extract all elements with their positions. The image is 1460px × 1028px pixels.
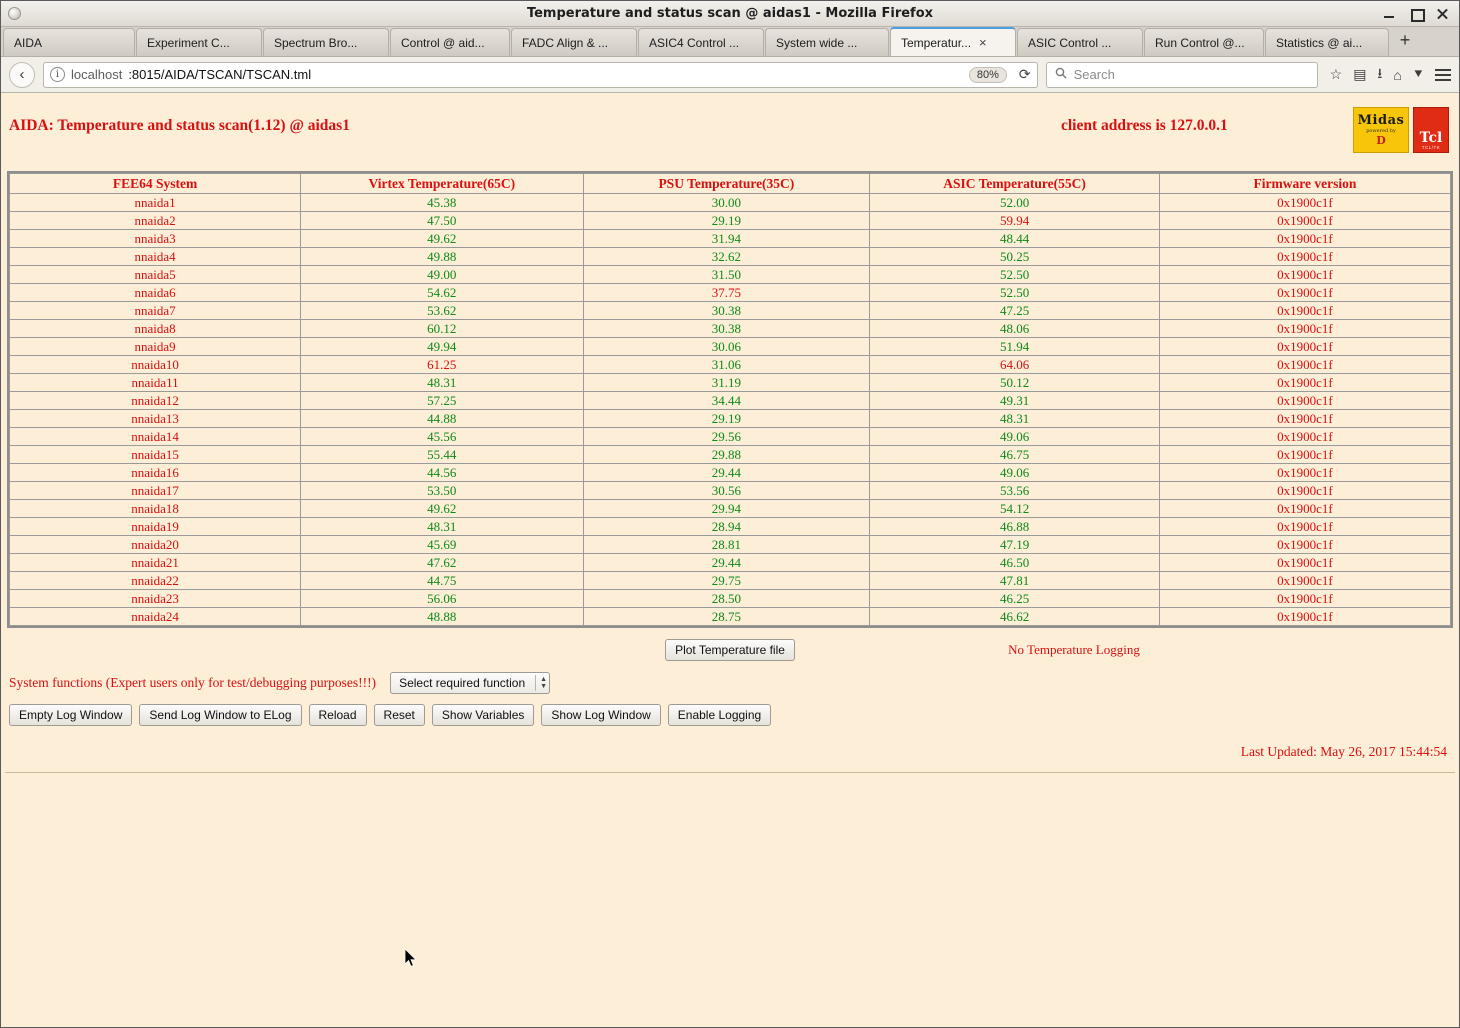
table-cell: 0x1900c1f <box>1159 464 1450 482</box>
table-cell: 48.44 <box>870 230 1160 248</box>
table-row <box>10 590 1451 608</box>
show-log-window-button[interactable]: Show Log Window <box>541 704 660 726</box>
page-header <box>1 93 1459 165</box>
tcl-logo-text: Tcl <box>1419 130 1443 146</box>
send-log-window-to-elog-button[interactable]: Send Log Window to ELog <box>139 704 301 726</box>
table-cell: 0x1900c1f <box>1159 536 1450 554</box>
system-functions-label: System functions (Expert users only for test/debugging purposes!!!) <box>9 675 377 690</box>
table-row <box>10 554 1451 572</box>
col-asic-temperature: ASIC Temperature(55C) <box>870 174 1160 194</box>
logging-status: No Temperature Logging <box>1008 642 1140 657</box>
table-cell: 0x1900c1f <box>1159 446 1450 464</box>
address-bar[interactable] <box>43 62 1038 88</box>
reload-icon[interactable]: ⟳ <box>1018 66 1031 82</box>
table-cell: 0x1900c1f <box>1159 338 1450 356</box>
tab-close-icon[interactable]: × <box>979 35 987 50</box>
tab-control[interactable] <box>390 28 510 56</box>
col-fee64-system: FEE64 System <box>10 174 301 194</box>
tab-label: System wide ... <box>776 35 858 50</box>
table-cell: nnaida13 <box>10 410 301 428</box>
system-functions-row <box>1 668 1459 694</box>
table-row <box>10 500 1451 518</box>
client-address: client address is 127.0.0.1 <box>1061 117 1228 134</box>
table-cell: 0x1900c1f <box>1159 590 1450 608</box>
table-cell: nnaida5 <box>10 266 301 284</box>
tab-statistics[interactable] <box>1265 28 1389 56</box>
pocket-icon[interactable]: ⯆ <box>1412 66 1424 82</box>
table-cell: 29.44 <box>583 554 870 572</box>
table-cell: 64.06 <box>870 356 1160 374</box>
tab-label: Spectrum Bro... <box>274 35 358 50</box>
table-cell: 48.31 <box>870 410 1160 428</box>
table-cell: 47.25 <box>870 302 1160 320</box>
mouse-cursor <box>405 949 417 967</box>
table-cell: 30.06 <box>583 338 870 356</box>
table-cell: nnaida18 <box>10 500 301 518</box>
table-cell: 49.94 <box>301 338 583 356</box>
function-select[interactable] <box>390 672 550 694</box>
last-updated: Last Updated: May 26, 2017 15:44:54 <box>1240 744 1447 759</box>
table-cell: 0x1900c1f <box>1159 266 1450 284</box>
table-cell: 49.62 <box>301 230 583 248</box>
window-controls <box>1383 7 1459 21</box>
table-cell: 55.44 <box>301 446 583 464</box>
tab-temperature-scan[interactable] <box>890 27 1016 56</box>
table-cell: 0x1900c1f <box>1159 230 1450 248</box>
col-virtex-temperature: Virtex Temperature(65C) <box>301 174 583 194</box>
minimize-button[interactable] <box>1383 7 1397 21</box>
table-row <box>10 536 1451 554</box>
table-cell: 44.75 <box>301 572 583 590</box>
search-icon <box>1055 67 1067 82</box>
tab-label: AIDA <box>14 35 43 50</box>
table-cell: nnaida20 <box>10 536 301 554</box>
plot-row <box>1 636 1459 668</box>
table-cell: 31.19 <box>583 374 870 392</box>
table-cell: 0x1900c1f <box>1159 248 1450 266</box>
table-cell: 57.25 <box>301 392 583 410</box>
table-cell: 29.56 <box>583 428 870 446</box>
table-cell: 29.75 <box>583 572 870 590</box>
table-header-row <box>10 174 1451 194</box>
table-cell: nnaida1 <box>10 194 301 212</box>
table-cell: 49.88 <box>301 248 583 266</box>
table-row <box>10 320 1451 338</box>
table-cell: nnaida21 <box>10 554 301 572</box>
table-cell: 37.75 <box>583 284 870 302</box>
enable-logging-button[interactable]: Enable Logging <box>668 704 771 726</box>
action-button-row <box>1 694 1459 726</box>
table-cell: nnaida2 <box>10 212 301 230</box>
tab-asic-control[interactable] <box>1017 28 1143 56</box>
table-cell: 59.94 <box>870 212 1160 230</box>
table-row <box>10 266 1451 284</box>
table-cell: 0x1900c1f <box>1159 608 1450 626</box>
table-cell: 0x1900c1f <box>1159 482 1450 500</box>
table-cell: 61.25 <box>301 356 583 374</box>
tab-asic4-control[interactable] <box>638 28 764 56</box>
table-cell: 53.50 <box>301 482 583 500</box>
tab-fadc-align[interactable] <box>511 28 637 56</box>
page-identity-icon[interactable]: i <box>50 67 65 82</box>
table-cell: 0x1900c1f <box>1159 302 1450 320</box>
page-content <box>1 93 1459 1027</box>
search-placeholder: Search <box>1073 67 1115 82</box>
horizontal-divider <box>5 772 1455 773</box>
table-cell: 46.88 <box>870 518 1160 536</box>
table-cell: nnaida16 <box>10 464 301 482</box>
search-bar[interactable] <box>1046 62 1318 88</box>
table-cell: nnaida10 <box>10 356 301 374</box>
table-cell: 28.94 <box>583 518 870 536</box>
table-cell: 0x1900c1f <box>1159 554 1450 572</box>
table-cell: 28.81 <box>583 536 870 554</box>
home-icon[interactable]: ⌂ <box>1393 66 1402 83</box>
maximize-button[interactable] <box>1409 7 1423 21</box>
zoom-level-indicator[interactable]: 80% <box>969 67 1007 83</box>
table-cell: nnaida4 <box>10 248 301 266</box>
table-cell: 52.00 <box>870 194 1160 212</box>
table-cell: 52.50 <box>870 266 1160 284</box>
table-row <box>10 338 1451 356</box>
tab-experiment-config[interactable] <box>136 28 262 56</box>
table-row <box>10 356 1451 374</box>
window-title: Temperature and status scan @ aidas1 - Mozilla Firefox <box>526 6 934 21</box>
table-cell: 0x1900c1f <box>1159 320 1450 338</box>
midas-logo-subtext: powered by <box>1366 128 1396 134</box>
table-cell: 30.00 <box>583 194 870 212</box>
table-cell: 47.81 <box>870 572 1160 590</box>
table-cell: 53.62 <box>301 302 583 320</box>
tab-label: Control @ aid... <box>401 35 485 50</box>
table-cell: 49.31 <box>870 392 1160 410</box>
table-cell: 29.19 <box>583 212 870 230</box>
table-cell: 51.94 <box>870 338 1160 356</box>
toolbar-icons <box>1326 63 1451 87</box>
table-cell: nnaida11 <box>10 374 301 392</box>
back-arrow-icon[interactable]: ‹ <box>9 62 35 88</box>
table-row <box>10 464 1451 482</box>
table-row <box>10 248 1451 266</box>
table-cell: 60.12 <box>301 320 583 338</box>
table-cell: 29.44 <box>583 464 870 482</box>
tab-aida[interactable] <box>3 28 135 56</box>
table-cell: nnaida19 <box>10 518 301 536</box>
tcl-logo-icon <box>1413 107 1449 153</box>
navigation-toolbar <box>1 57 1459 93</box>
table-cell: 0x1900c1f <box>1159 572 1450 590</box>
table-cell: nnaida24 <box>10 608 301 626</box>
tab-system-wide[interactable] <box>765 28 889 56</box>
show-variables-button[interactable]: Show Variables <box>432 704 535 726</box>
table-cell: 0x1900c1f <box>1159 518 1450 536</box>
temperature-table-container <box>7 171 1453 628</box>
empty-log-window-button[interactable]: Empty Log Window <box>9 704 132 726</box>
table-cell: 46.25 <box>870 590 1160 608</box>
table-cell: 0x1900c1f <box>1159 374 1450 392</box>
url-path: :8015/AIDA/TSCAN/TSCAN.tml <box>128 67 312 82</box>
title-bar <box>1 1 1459 27</box>
table-cell: 46.50 <box>870 554 1160 572</box>
table-cell: 30.56 <box>583 482 870 500</box>
table-cell: 0x1900c1f <box>1159 212 1450 230</box>
table-cell: 30.38 <box>583 302 870 320</box>
table-cell: 34.44 <box>583 392 870 410</box>
table-cell: nnaida6 <box>10 284 301 302</box>
table-row <box>10 302 1451 320</box>
table-cell: 48.06 <box>870 320 1160 338</box>
menu-icon[interactable] <box>1435 69 1451 81</box>
page-title: AIDA: Temperature and status scan(1.12) @ aidas1 <box>9 117 350 134</box>
table-body <box>10 194 1451 626</box>
midas-logo-icon <box>1353 107 1409 153</box>
table-cell: 0x1900c1f <box>1159 356 1450 374</box>
table-cell: nnaida17 <box>10 482 301 500</box>
table-cell: 54.12 <box>870 500 1160 518</box>
table-cell: 32.62 <box>583 248 870 266</box>
url-host: localhost <box>71 67 123 82</box>
table-row <box>10 194 1451 212</box>
table-cell: 49.06 <box>870 428 1160 446</box>
table-row <box>10 572 1451 590</box>
table-cell: nnaida22 <box>10 572 301 590</box>
table-row <box>10 428 1451 446</box>
table-cell: 56.06 <box>301 590 583 608</box>
table-cell: nnaida12 <box>10 392 301 410</box>
table-cell: 29.94 <box>583 500 870 518</box>
table-cell: 47.19 <box>870 536 1160 554</box>
table-row <box>10 212 1451 230</box>
table-cell: 29.88 <box>583 446 870 464</box>
table-cell: 48.31 <box>301 374 583 392</box>
tab-label: ASIC Control ... <box>1028 35 1112 50</box>
table-cell: nnaida14 <box>10 428 301 446</box>
tab-label: FADC Align & ... <box>522 35 609 50</box>
table-cell: 0x1900c1f <box>1159 410 1450 428</box>
table-cell: nnaida7 <box>10 302 301 320</box>
table-row <box>10 374 1451 392</box>
table-cell: 44.88 <box>301 410 583 428</box>
table-cell: 31.94 <box>583 230 870 248</box>
midas-logo-text: Midas <box>1357 113 1405 128</box>
tab-label: Temperatur... <box>901 35 972 50</box>
table-cell: 52.50 <box>870 284 1160 302</box>
table-row <box>10 284 1451 302</box>
bookmark-star-icon[interactable]: ☆ <box>1329 66 1343 82</box>
table-cell: 47.50 <box>301 212 583 230</box>
table-row <box>10 392 1451 410</box>
tab-label: Experiment C... <box>147 35 230 50</box>
midas-logo-mark: D <box>1376 134 1386 147</box>
table-cell: nnaida15 <box>10 446 301 464</box>
temperature-table <box>9 173 1451 626</box>
table-cell: 28.50 <box>583 590 870 608</box>
table-cell: 45.56 <box>301 428 583 446</box>
table-cell: 0x1900c1f <box>1159 500 1450 518</box>
table-row <box>10 230 1451 248</box>
table-cell: 47.62 <box>301 554 583 572</box>
tab-spectrum-browser[interactable] <box>263 28 389 56</box>
table-cell: 0x1900c1f <box>1159 194 1450 212</box>
table-row <box>10 446 1451 464</box>
table-cell: 31.06 <box>583 356 870 374</box>
table-cell: 48.88 <box>301 608 583 626</box>
chevron-updown-icon: ▲ ▼ <box>535 675 547 691</box>
tab-strip <box>1 27 1459 57</box>
library-icon[interactable]: ▤ <box>1353 66 1367 82</box>
function-select-value: Select required function <box>399 676 526 690</box>
table-cell: 44.56 <box>301 464 583 482</box>
table-row <box>10 410 1451 428</box>
table-cell: 46.75 <box>870 446 1160 464</box>
col-firmware-version: Firmware version <box>1159 174 1450 194</box>
table-cell: 50.25 <box>870 248 1160 266</box>
tab-run-control[interactable] <box>1144 28 1264 56</box>
tcl-logo-subtext: TCL/TK <box>1421 145 1441 150</box>
downloads-icon[interactable]: ⭳ <box>1377 64 1383 81</box>
table-cell: nnaida9 <box>10 338 301 356</box>
logo-group <box>1353 107 1449 153</box>
tab-label: Statistics @ ai... <box>1276 35 1363 50</box>
table-row <box>10 608 1451 626</box>
table-cell: 30.38 <box>583 320 870 338</box>
table-cell: 31.50 <box>583 266 870 284</box>
table-cell: 49.00 <box>301 266 583 284</box>
plot-temperature-file-button[interactable]: Plot Temperature file <box>665 639 795 661</box>
table-cell: 29.19 <box>583 410 870 428</box>
table-cell: 49.62 <box>301 500 583 518</box>
table-cell: 0x1900c1f <box>1159 284 1450 302</box>
table-cell: 0x1900c1f <box>1159 392 1450 410</box>
table-cell: 28.75 <box>583 608 870 626</box>
reset-button[interactable]: Reset <box>374 704 425 726</box>
table-cell: nnaida8 <box>10 320 301 338</box>
table-cell: 46.62 <box>870 608 1160 626</box>
table-cell: 0x1900c1f <box>1159 428 1450 446</box>
reload-button[interactable]: Reload <box>309 704 367 726</box>
tab-label: ASIC4 Control ... <box>649 35 740 50</box>
tab-label: Run Control @... <box>1155 35 1245 50</box>
table-row <box>10 518 1451 536</box>
table-cell: nnaida3 <box>10 230 301 248</box>
new-tab-button[interactable]: + <box>1399 30 1411 50</box>
col-psu-temperature: PSU Temperature(35C) <box>583 174 870 194</box>
table-cell: 53.56 <box>870 482 1160 500</box>
table-cell: 45.38 <box>301 194 583 212</box>
close-button[interactable] <box>1435 7 1449 21</box>
table-row <box>10 482 1451 500</box>
table-cell: 49.06 <box>870 464 1160 482</box>
table-cell: 54.62 <box>301 284 583 302</box>
table-cell: 48.31 <box>301 518 583 536</box>
table-cell: 50.12 <box>870 374 1160 392</box>
table-cell: nnaida23 <box>10 590 301 608</box>
table-cell: 45.69 <box>301 536 583 554</box>
